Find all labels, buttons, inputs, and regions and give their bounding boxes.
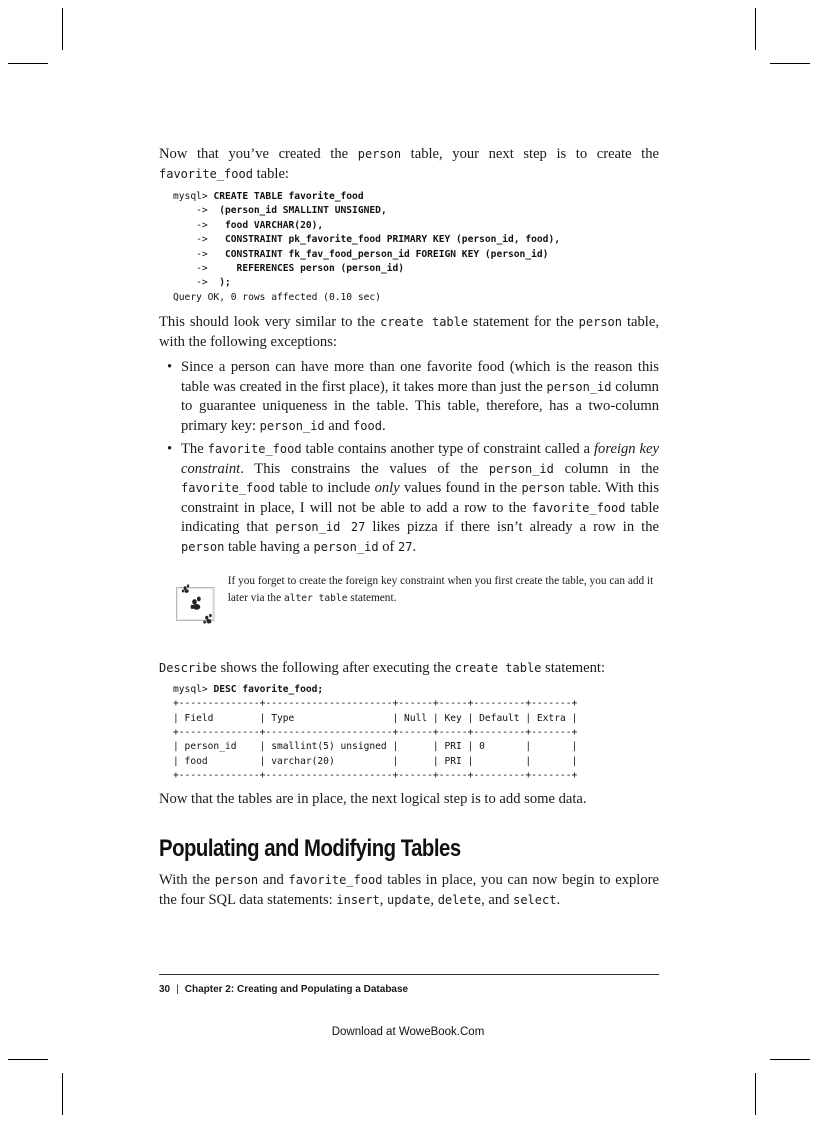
list-item: • Since a person can have more than one favorite food (which is the reason this table was created in the first place), it takes more than just the person_id column to guarantee uniqueness in the table. This table, therefore, has a two-column primary key: person_id and food. [167,359,659,434]
download-watermark: Download at WoweBook.Com [331,1026,485,1038]
page-footer [159,984,408,995]
closing-paragraph: Now that the tables are in place, the next logical step is to add some data. [159,790,587,807]
chapter-title: Chapter 2: Creating and Populating a Database [184,984,409,995]
crop-mark [8,1059,48,1060]
crop-mark [770,63,810,64]
describe-paragraph: Describe shows the following after executing the create table statement: [159,660,606,677]
page-number: 30 [159,984,171,995]
crop-mark [755,1073,756,1115]
paw-prints-icon [175,573,220,635]
exceptions-list [159,358,659,557]
crop-mark [755,8,756,50]
footer-separator: | [176,984,179,995]
footer-rule [159,974,659,975]
page-content [159,140,659,910]
list-item: • The favorite_food table contains another type of constraint called a foreign key constraint. This constrains the values of the person_id column in the favorite_food table to include only values found in the person table. With this constraint in place, I will not be able to add a row to the favorite_food table indicating that person_id 27 likes pizza if there isn’t already a row in the person table having a person_id of 27. [167,441,659,555]
after-code-paragraph: This should look very similar to the create table statement for the person table, with the following exceptions: [159,314,659,350]
tip-note [175,573,659,635]
intro-paragraph: Now that you’ve created the person table, your next step is to create the favorite_food table: [159,146,659,182]
section-paragraph: With the person and favorite_food tables in place, you can now begin to explore the four SQL data statements: insert, update, delete, and select. [159,872,659,908]
crop-mark [770,1059,810,1060]
crop-mark [62,8,63,50]
crop-mark [62,1073,63,1115]
crop-mark [8,63,48,64]
desc-output-code: mysql> DESC favorite_food; +--------------+----------------------+------+-----+---------+-------+ | Field | Type | Null | Key | Default | Extra | +--------------+----------------------+------+-----+---------+-------+ | person_id | smallint(5) unsigned | | PRI | 0 | | | food | varchar(20) | | PRI | | | +--------------+----------------------+------+-----+---------+-------+ [173,683,578,782]
tip-text: If you forget to create the foreign key constraint when you first create the table, you can add it later via the alter table statement. [227,575,654,604]
section-heading: Populating and Modifying Tables [159,835,461,863]
create-table-code: mysql> CREATE TABLE favorite_food -> (person_id SMALLINT UNSIGNED, -> food VARCHAR(20), -> CONSTRAINT pk_favorite_food PRIMARY KEY (person_id, food), -> CONSTRAINT fk_fav_food_person_id FOREIGN KEY (person_id) -> REFERENCES person (person_id) -> ); Query OK, 0 rows affected (0.10 sec) [173,191,560,303]
